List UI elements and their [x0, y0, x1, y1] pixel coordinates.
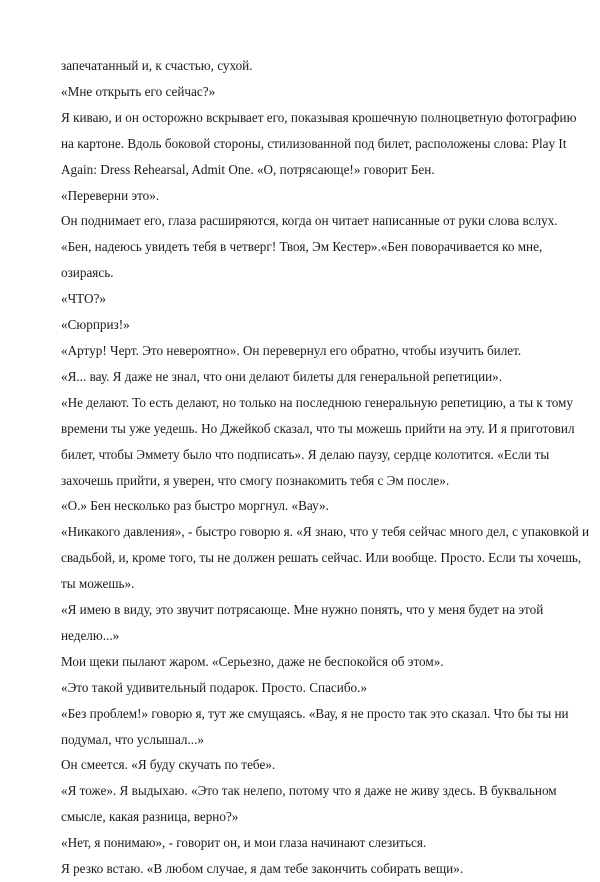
text-line: озираясь. [61, 265, 114, 281]
paragraph [61, 79, 551, 105]
text-line: «Бен, надеюсь увидеть тебя в четверг! Твоя, Эм Кестер».«Бен поворачивается ко мне, [61, 239, 543, 255]
paragraph [61, 649, 551, 675]
text-line: неделю...» [61, 627, 120, 643]
paragraph [61, 519, 590, 597]
text-line: свадьбой, и, кроме того, ты не должен решать сейчас. Или вообще. Просто. Если ты хочешь, [61, 550, 582, 566]
paragraph [61, 53, 551, 79]
paragraph [61, 778, 557, 830]
text-line: Мои щеки пылают жаром. «Серьезно, даже не беспокойся об этом». [61, 653, 444, 669]
text-line: «Артур! Черт. Это невероятно». Он перевернул его обратно, чтобы изучить билет. [61, 342, 522, 358]
paragraph [61, 390, 575, 494]
text-line: смысле, какая разница, верно?» [61, 809, 239, 825]
document-page [61, 53, 590, 882]
paragraph [61, 752, 551, 778]
paragraph [61, 105, 577, 183]
text-line: захочешь прийти, я уверен, что смогу познакомить тебя с Эм после». [61, 472, 450, 488]
paragraph [61, 312, 551, 338]
text-line: ты можешь». [61, 576, 135, 592]
text-line: Я киваю, и он осторожно вскрывает его, показывая крошечную полноцветную фотографию [61, 109, 577, 125]
text-line: «Я тоже». Я выдыхаю. «Это так нелепо, потому что я даже не живу здесь. В буквальном [61, 783, 557, 799]
text-line: запечатанный и, к счастью, сухой. [61, 58, 253, 73]
text-line: «Без проблем!» говорю я, тут же смущаясь. «Вау, я не просто так это сказал. Что бы ты ни [61, 705, 569, 721]
text-line: Again: Dress Rehearsal, Admit One. «О, потрясающе!» говорит Бен. [61, 161, 435, 177]
text-line: «Я... вау. Я даже не знал, что они делают билеты для генеральной репетиции». [61, 368, 503, 384]
text-line: на картоне. Вдоль боковой стороны, стилизованной под билет, расположены слова: Play It [61, 135, 567, 151]
text-line: «Нет, я понимаю», - говорит он, и мои глаза начинают слезиться. [61, 835, 427, 851]
text-line: Я резко встаю. «В любом случае, я дам тебе закончить собирать вещи». [61, 861, 464, 877]
text-line: «Мне открыть его сейчас?» [61, 83, 216, 99]
text-line: «Это такой удивительный подарок. Просто. Спасибо.» [61, 679, 368, 695]
paragraph [61, 701, 569, 753]
paragraph [61, 364, 551, 390]
text-line: «ЧТО?» [61, 291, 107, 307]
paragraph [61, 830, 551, 856]
text-line: билет, чтобы Эммету было что подписать». Я делаю паузу, сердце колотится. «Если ты [61, 446, 550, 462]
text-line: Он поднимает его, глаза расширяются, когда он читает написанные от руки слова вслух. [61, 213, 558, 229]
paragraph [61, 597, 551, 649]
paragraph [61, 183, 551, 209]
text-line: «Сюрприз!» [61, 317, 130, 333]
text-line: «О.» Бен несколько раз быстро моргнул. «Вау». [61, 498, 329, 514]
text-line: «Не делают. То есть делают, но только на последнюю генеральную репетицию, а ты к тому [61, 394, 573, 410]
text-line: «Переверни это». [61, 187, 160, 203]
text-line: подумал, что услышал...» [61, 731, 204, 747]
text-line: «Никакого давления», - быстро говорю я. «Я знаю, что у тебя сейчас много дел, с упаковкой и [61, 524, 590, 540]
text-line: Он смеется. «Я буду скучать по тебе». [61, 757, 276, 773]
paragraph [61, 286, 551, 312]
paragraph [61, 208, 558, 286]
paragraph [61, 856, 551, 882]
text-line: времени ты уже уедешь. Но Джейкоб сказал, что ты можешь прийти на эту. И я приготовил [61, 420, 575, 436]
paragraph [61, 675, 551, 701]
paragraph [61, 493, 551, 519]
text-line: «Я имею в виду, это звучит потрясающе. Мне нужно понять, что у меня будет на этой [61, 602, 544, 618]
paragraph [61, 338, 551, 364]
